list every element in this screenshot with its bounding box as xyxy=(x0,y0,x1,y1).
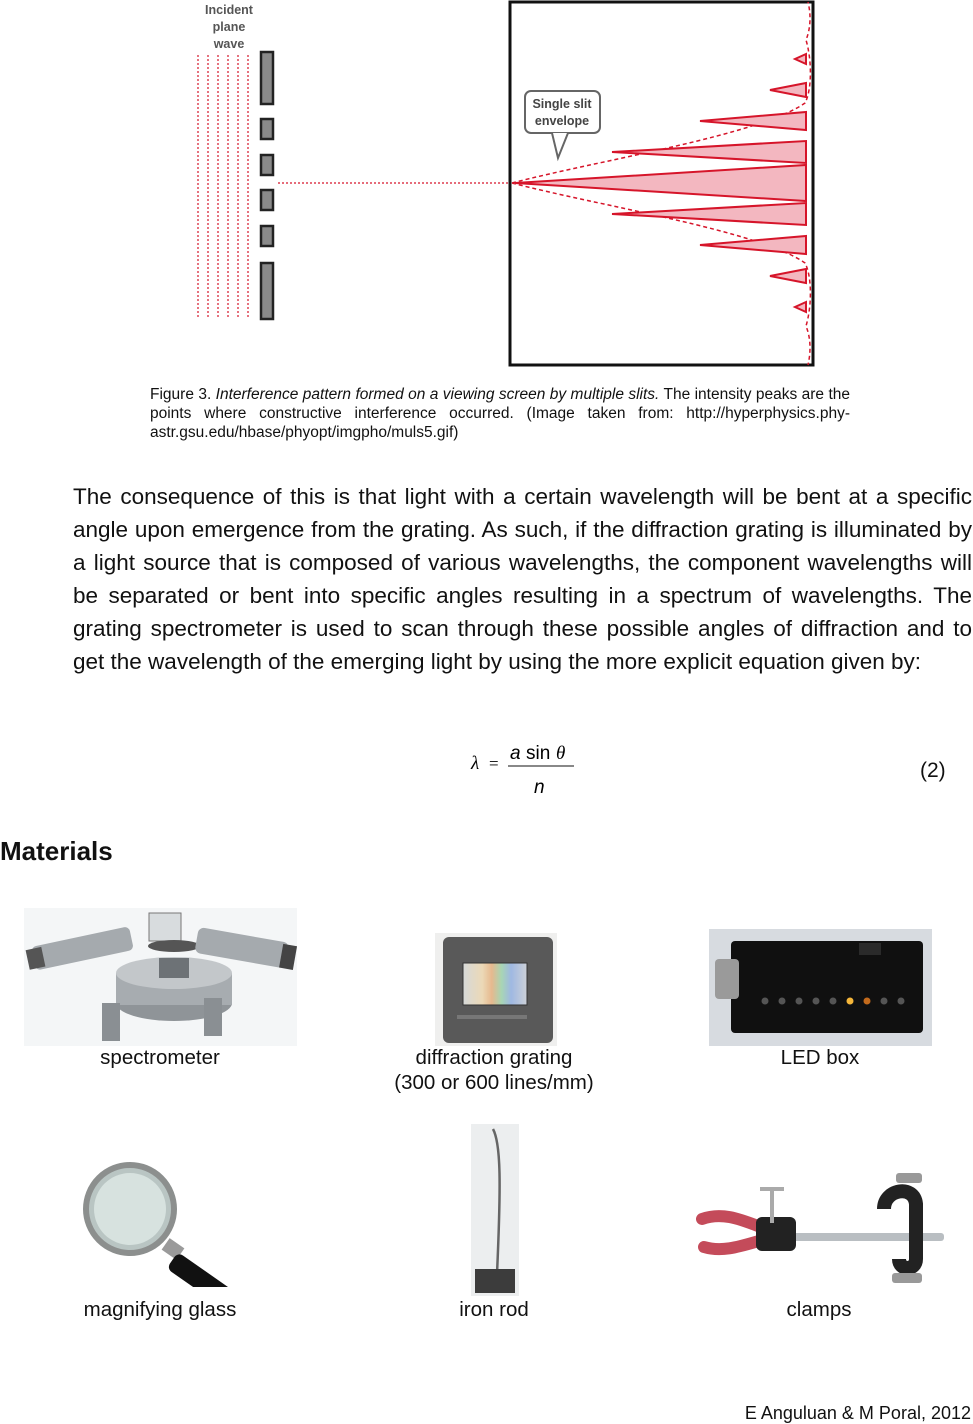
equation-2 xyxy=(468,743,588,803)
slit-barrier xyxy=(261,52,273,319)
equation-equals: = xyxy=(489,754,499,773)
magnifying-glass-label: magnifying glass xyxy=(83,1298,237,1321)
led-box-label: LED box xyxy=(780,1046,860,1069)
equation-denominator-n: n xyxy=(534,777,545,798)
iron-rod-image xyxy=(471,1124,519,1296)
caption-text: The intensity peaks are the points where constructive interference occurred. (Image taken from: http://hyperphysics.phy-astr.gsu.edu/hbase/phyopt/imgpho/muls5.gif) xyxy=(150,386,850,441)
incident-label-line1: Incident xyxy=(205,3,253,17)
led-box-image xyxy=(709,929,932,1046)
diffraction-grating-name: diffraction grating xyxy=(415,1046,573,1069)
iron-rod-label: iron rod xyxy=(459,1298,529,1321)
incident-label-line3: wave xyxy=(213,37,245,51)
incident-wavefronts xyxy=(198,55,248,318)
equation-lambda: λ xyxy=(471,753,480,774)
body-paragraph: The consequence of this is that light with a certain wavelength will be bent at a specific angle upon emergence from the grating. As such, if the diffraction grating is illuminated by a light source that is composed of various wavelengths, the component wavelengths will be separated or bent into specific angles resulting in a spectrum of wavelengths. The grating spectrometer is used to scan through these possible angles of diffraction and to get the wavelength of the emerging light by using the more explicit equation given by: xyxy=(73,484,972,674)
equation-number: (2) xyxy=(920,759,946,782)
clamps-image xyxy=(684,1159,958,1296)
clamps-label: clamps xyxy=(786,1298,852,1321)
footer-attribution: E Anguluan & M Poral, 2012 xyxy=(744,1403,971,1423)
multi-slit-interference-diagram xyxy=(185,0,830,372)
magnifying-glass-image xyxy=(78,1162,258,1287)
envelope-label-line1: Single slit xyxy=(532,97,592,111)
caption-label: Figure 3. xyxy=(150,386,212,403)
envelope-label-line2: envelope xyxy=(534,114,590,128)
spectrometer-image xyxy=(24,908,297,1046)
diffraction-grating-image xyxy=(435,933,557,1046)
incident-label-line2: plane xyxy=(212,20,246,34)
spectrometer-label: spectrometer xyxy=(100,1046,220,1069)
equation-numerator-sin: sin xyxy=(526,743,551,764)
caption-title: Interference pattern formed on a viewing screen by multiple slits. xyxy=(215,386,660,403)
figure-caption xyxy=(150,385,850,442)
materials-heading: Materials xyxy=(0,836,113,866)
diffraction-grating-spec: (300 or 600 lines/mm) xyxy=(394,1071,594,1094)
diffraction-grating-label xyxy=(344,1045,644,1095)
equation-numerator-a: a xyxy=(510,743,521,764)
equation-numerator-theta: θ xyxy=(556,743,566,764)
led-row xyxy=(762,998,905,1005)
